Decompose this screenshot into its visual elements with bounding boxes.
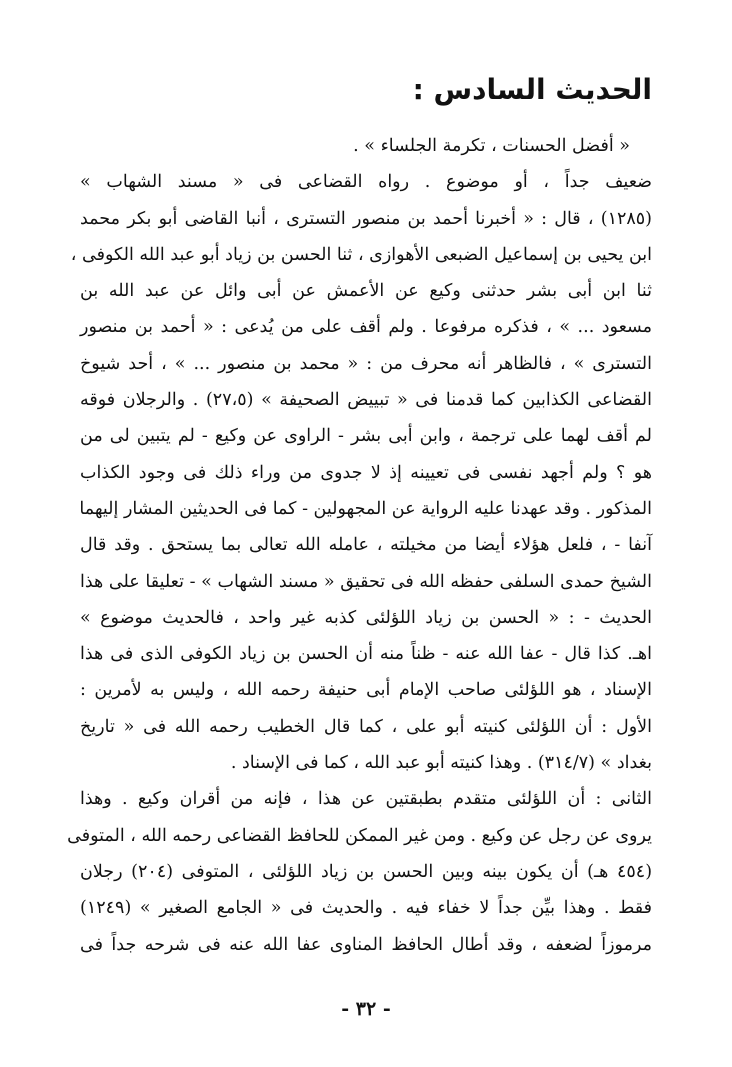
text-line: الأول : أن اللؤلئى كنيته أبو على ، كما قال الخطيب رحمه الله فى « تاريخ (80, 716, 652, 737)
text-line: الحديث - : « الحسن بن زياد اللؤلئى كذبه غير واحد ، فالحديث موضوع » (80, 607, 652, 628)
text-line: مرموزاً لضعفه ، وقد أطال الحافظ المناوى عفا الله عنه فى شرحه جداً فى (80, 934, 652, 955)
text-line: ثنا ابن أبى بشر حدثنى وكيع عن الأعمش عن أبى وائل عن عبد الله بن (80, 281, 652, 302)
text-line: فقط . وهذا بيِّن جداً لا خفاء فيه . والحديث فى « الجامع الصغير » (١٢٤٩) (80, 898, 652, 919)
body-text (67, 128, 653, 963)
text-line: (٤٥٤ هـ) أن يكون بينه وبين الحسن بن زياد اللؤلئى ، المتوفى (٢٠٤) رجلان (80, 861, 653, 882)
text-line: الشيخ حمدى السلفى حفظه الله فى تحقيق « مسند الشهاب » - تعليقا على هذا (80, 571, 652, 592)
text-line: المذكور . وقد عهدنا عليه الرواية عن المجهولين - كما فى الحديثين المشار إليهما (79, 498, 652, 519)
text-line: ابن يحيى بن إسماعيل الضبعى الأهوازى ، ثنا الحسن بن زياد أبو عبد الله الكوفى ، (70, 244, 652, 265)
text-line: لم أقف لهما على ترجمة ، وابن أبى بشر - الراوى عن وكيع - لم يتبين لى من (80, 426, 652, 447)
text-line: اهـ. كذا قال - عفا الله عنه - ظناً منه أن الحسن بن زياد الكوفى الذى فى هذا (80, 644, 652, 665)
page-number: - ٣٢ - (341, 998, 391, 1020)
text-line: « أفضل الحسنات ، تكرمة الجلساء » . (353, 136, 630, 156)
text-line: الإسناد ، هو اللؤلئى صاحب الإمام أبى حنيفة رحمه الله ، وليس به لأمرين : (80, 680, 652, 701)
text-line: الثانى : أن اللؤلئى متقدم بطبقتين عن هذا ، فإنه من أقران وكيع . وهذا (80, 789, 652, 810)
text-line: مسعود ... » ، فذكره مرفوعا . ولم أقف على من يُدعى : « أحمد بن منصور (80, 317, 652, 338)
text-line: يروى عن رجل عن وكيع . ومن غير الممكن للحافظ القضاعى رحمه الله ، المتوفى (67, 825, 652, 846)
text-line: القضاعى الكذابين كما قدمنا فى « تبييض الصحيفة » (٢٧،٥) . والرجلان فوقه (80, 390, 652, 411)
text-line: بغداد » (٣١٤/٧) . وهذا كنيته أبو عبد الله ، كما فى الإسناد . (230, 753, 652, 774)
text-line: آنفا - ، فلعل هؤلاء أيضا من مخيلته ، عامله الله تعالى بما يستحق . وقد قال (80, 535, 652, 556)
text-line: (١٢٨٥) ، قال : « أخبرنا أحمد بن منصور التسترى ، أنبا القاضى أبو بكر محمد (80, 208, 652, 229)
text-line: هو ؟ ولم أجهد نفسى فى تعيينه إذ لا جدوى من وراء ذلك فى وجود الكذاب (80, 462, 652, 483)
text-line: التسترى » ، فالظاهر أنه محرف من : « محمد بن منصور ... » ، أحد شيوخ (80, 353, 652, 374)
text-line: ضعيف جداً ، أو موضوع . رواه القضاعى فى « مسند الشهاب » (80, 172, 652, 193)
section-heading: الحديث السادس : (412, 73, 652, 106)
